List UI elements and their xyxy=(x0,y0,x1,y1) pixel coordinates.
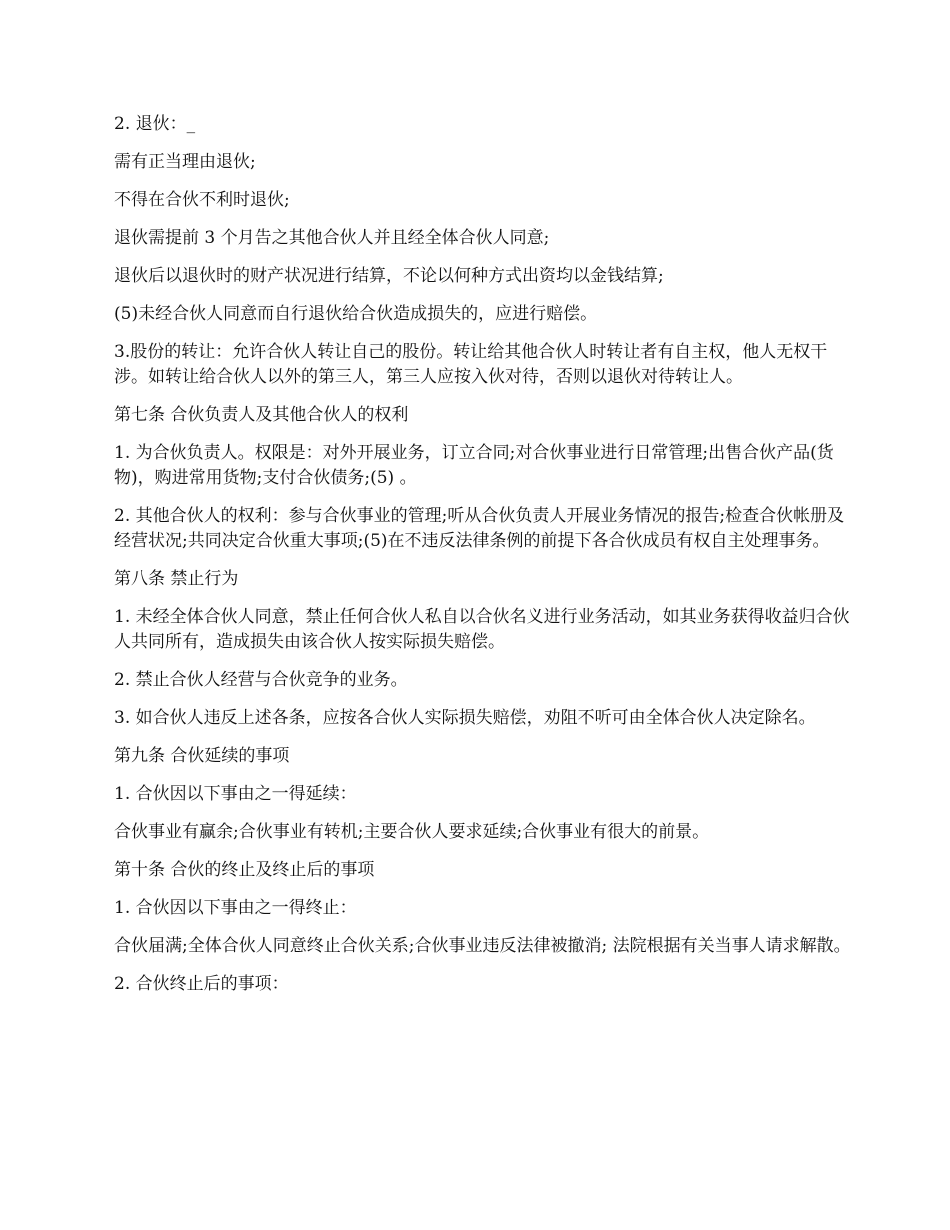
paragraph-manager-rights: 1. 为合伙负责人。权限是：对外开展业务，订立合同;对合伙事业进行日常管理;出售合伙产品(货物)，购进常用货物;支付合伙债务;(5) 。 xyxy=(114,443,834,488)
document-body xyxy=(114,112,854,1010)
paragraph-termination-intro: 1. 合伙因以下事由之一得终止： xyxy=(114,898,357,918)
paragraph-withdrawal-heading: 2. 退伙：_ xyxy=(114,114,196,134)
paragraph-withdrawal-settlement: 退伙后以退伙时的财产状况进行结算，不论以何种方式出资均以金钱结算; xyxy=(114,266,664,286)
paragraph-withdrawal-notice: 退伙需提前 3 个月告之其他合伙人并且经全体合伙人同意; xyxy=(114,228,550,248)
paragraph-prohibition-1: 1. 未经全体合伙人同意，禁止任何合伙人私自以合伙名义进行业务活动，如其业务获得收益归合伙人共同所有，造成损失由该合伙人按实际损失赔偿。 xyxy=(114,607,850,652)
article-8-heading: 第八条 禁止行为 xyxy=(114,569,239,589)
paragraph-withdrawal-timing: 不得在合伙不利时退伙; xyxy=(114,190,290,210)
article-10-heading: 第十条 合伙的终止及终止后的事项 xyxy=(114,860,375,880)
paragraph-withdrawal-compensation: (5)未经合伙人同意而自行退伙给合伙造成损失的，应进行赔偿。 xyxy=(114,304,598,324)
paragraph-termination-reasons: 合伙届满;全体合伙人同意终止合伙关系;合伙事业违反法律被撤消; 法院根据有关当事人请求解散。 xyxy=(114,936,851,956)
paragraph-prohibition-2: 2. 禁止合伙人经营与合伙竞争的业务。 xyxy=(114,670,408,690)
paragraph-prohibition-3: 3. 如合伙人违反上述各条，应按各合伙人实际损失赔偿，劝阻不听可由全体合伙人决定除名。 xyxy=(114,708,816,728)
article-7-heading: 第七条 合伙负责人及其他合伙人的权利 xyxy=(114,405,409,425)
paragraph-continuation-reasons: 合伙事业有赢余;合伙事业有转机;主要合伙人要求延续;合伙事业有很大的前景。 xyxy=(114,822,710,842)
paragraph-other-partner-rights: 2. 其他合伙人的权利：参与合伙事业的管理;听从合伙负责人开展业务情况的报告;检查合伙帐册及经营状况;共同决定合伙重大事项;(5)在不违反法律条例的前提下各合伙成员有权自主处理事务。 xyxy=(114,506,845,551)
paragraph-post-termination: 2. 合伙终止后的事项： xyxy=(114,974,289,994)
paragraph-withdrawal-reason: 需有正当理由退伙; xyxy=(114,152,256,172)
paragraph-share-transfer: 3.股份的转让：允许合伙人转让自己的股份。转让给其他合伙人时转让者有自主权，他人无权干涉。如转让给合伙人以外的第三人，第三人应按入伙对待，否则以退伙对待转让人。 xyxy=(114,342,828,387)
article-9-heading: 第九条 合伙延续的事项 xyxy=(114,746,290,766)
paragraph-continuation-intro: 1. 合伙因以下事由之一得延续： xyxy=(114,784,357,804)
